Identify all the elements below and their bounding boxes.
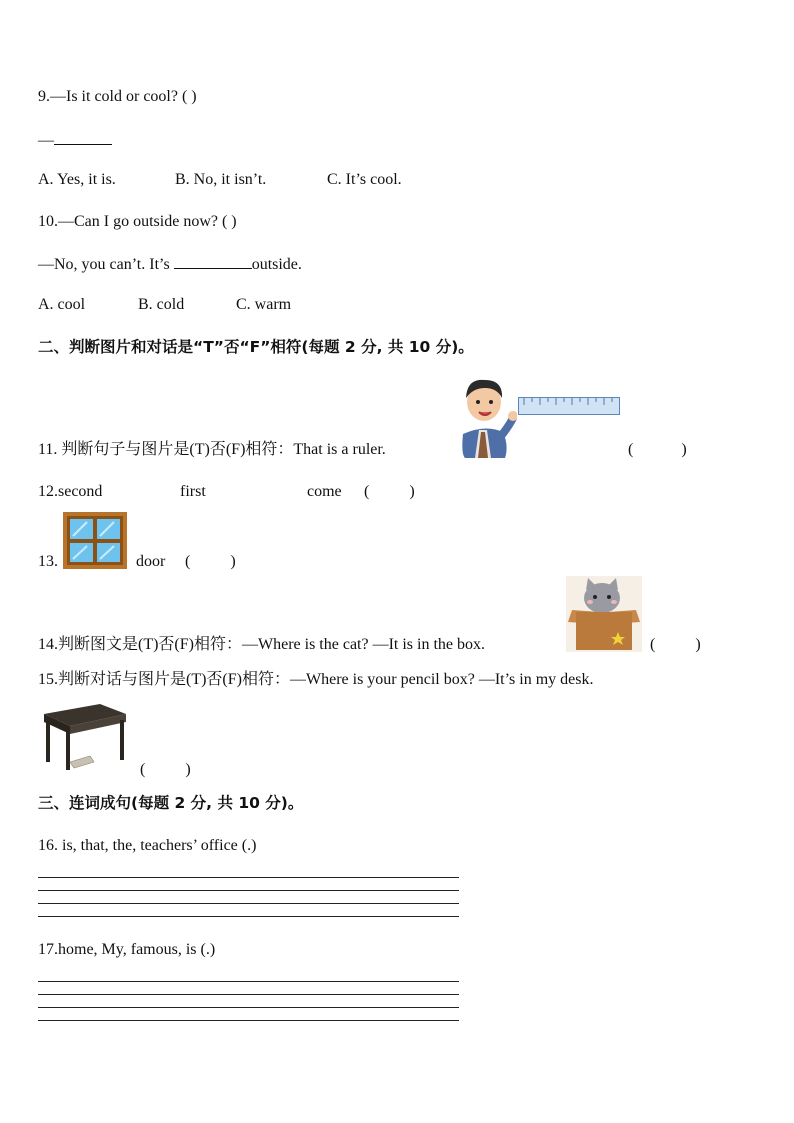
- q16-writing-line-3[interactable]: [38, 903, 459, 904]
- q11-answer-paren[interactable]: ( ): [628, 441, 687, 458]
- q10-option-a[interactable]: A. cool: [38, 296, 86, 313]
- desk-illustration: [38, 700, 128, 772]
- q17-writing-line-2[interactable]: [38, 994, 459, 995]
- q12-word-come: come: [307, 483, 342, 500]
- q9-option-a[interactable]: A. Yes, it is.: [38, 171, 116, 188]
- q15-text: 15.判断对话与图片是(T)否(F)相符：—Where is your pencil box? —It’s in my desk.: [38, 671, 594, 688]
- section3-heading: 三、连词成句(每题 2 分, 共 10 分)。: [38, 794, 304, 812]
- q10-question: 10.—Can I go outside now? ( ): [38, 213, 237, 230]
- q10-answer-blank[interactable]: [174, 254, 252, 269]
- q17-writing-line-1[interactable]: [38, 981, 459, 982]
- q10-answer-post: outside.: [251, 256, 302, 273]
- q11-text: 11. 判断句子与图片是(T)否(F)相符：That is a ruler.: [38, 441, 386, 458]
- q12-answer-paren[interactable]: ( ): [364, 483, 415, 500]
- q9-option-c[interactable]: C. It’s cool.: [327, 171, 402, 188]
- q16-text: 16. is, that, the, teachers’ office (.): [38, 837, 257, 854]
- q9-answer-blank[interactable]: [54, 130, 112, 145]
- q14-text: 14.判断图文是(T)否(F)相符：—Where is the cat? —It is in the box.: [38, 636, 486, 653]
- q14-answer-paren[interactable]: ( ): [650, 636, 701, 653]
- q10-option-c[interactable]: C. warm: [236, 296, 292, 313]
- q17-writing-line-4[interactable]: [38, 1020, 459, 1021]
- q13-answer-paren[interactable]: ( ): [185, 553, 236, 570]
- q9-option-b[interactable]: B. No, it isn’t.: [175, 171, 267, 188]
- q16-writing-line-1[interactable]: [38, 877, 459, 878]
- q12-word-second: 12.second: [38, 483, 103, 500]
- q13-word-door: door: [136, 553, 166, 570]
- q10-answer-line: [38, 254, 302, 275]
- q17-writing-line-3[interactable]: [38, 1007, 459, 1008]
- q16-writing-line-4[interactable]: [38, 916, 459, 917]
- q9-dash: —: [38, 132, 54, 149]
- q9-answer-line: [38, 130, 112, 151]
- q17-text: 17.home, My, famous, is (.): [38, 941, 216, 958]
- section2-heading: 二、判断图片和对话是“T”否“F”相符(每题 2 分, 共 10 分)。: [38, 338, 474, 356]
- q10-answer-pre: —No, you can’t. It’s: [38, 256, 170, 273]
- ruler-illustration: [518, 397, 620, 415]
- q16-writing-line-2[interactable]: [38, 890, 459, 891]
- q13-number: 13.: [38, 553, 58, 570]
- q15-answer-paren[interactable]: ( ): [140, 761, 191, 778]
- q10-option-b[interactable]: B. cold: [138, 296, 185, 313]
- cat-in-box-illustration: [566, 576, 642, 652]
- q12-word-first: first: [180, 483, 206, 500]
- q9-question: 9.—Is it cold or cool? ( ): [38, 88, 197, 105]
- window-illustration: [63, 512, 127, 569]
- boy-pointing-illustration: [451, 374, 517, 458]
